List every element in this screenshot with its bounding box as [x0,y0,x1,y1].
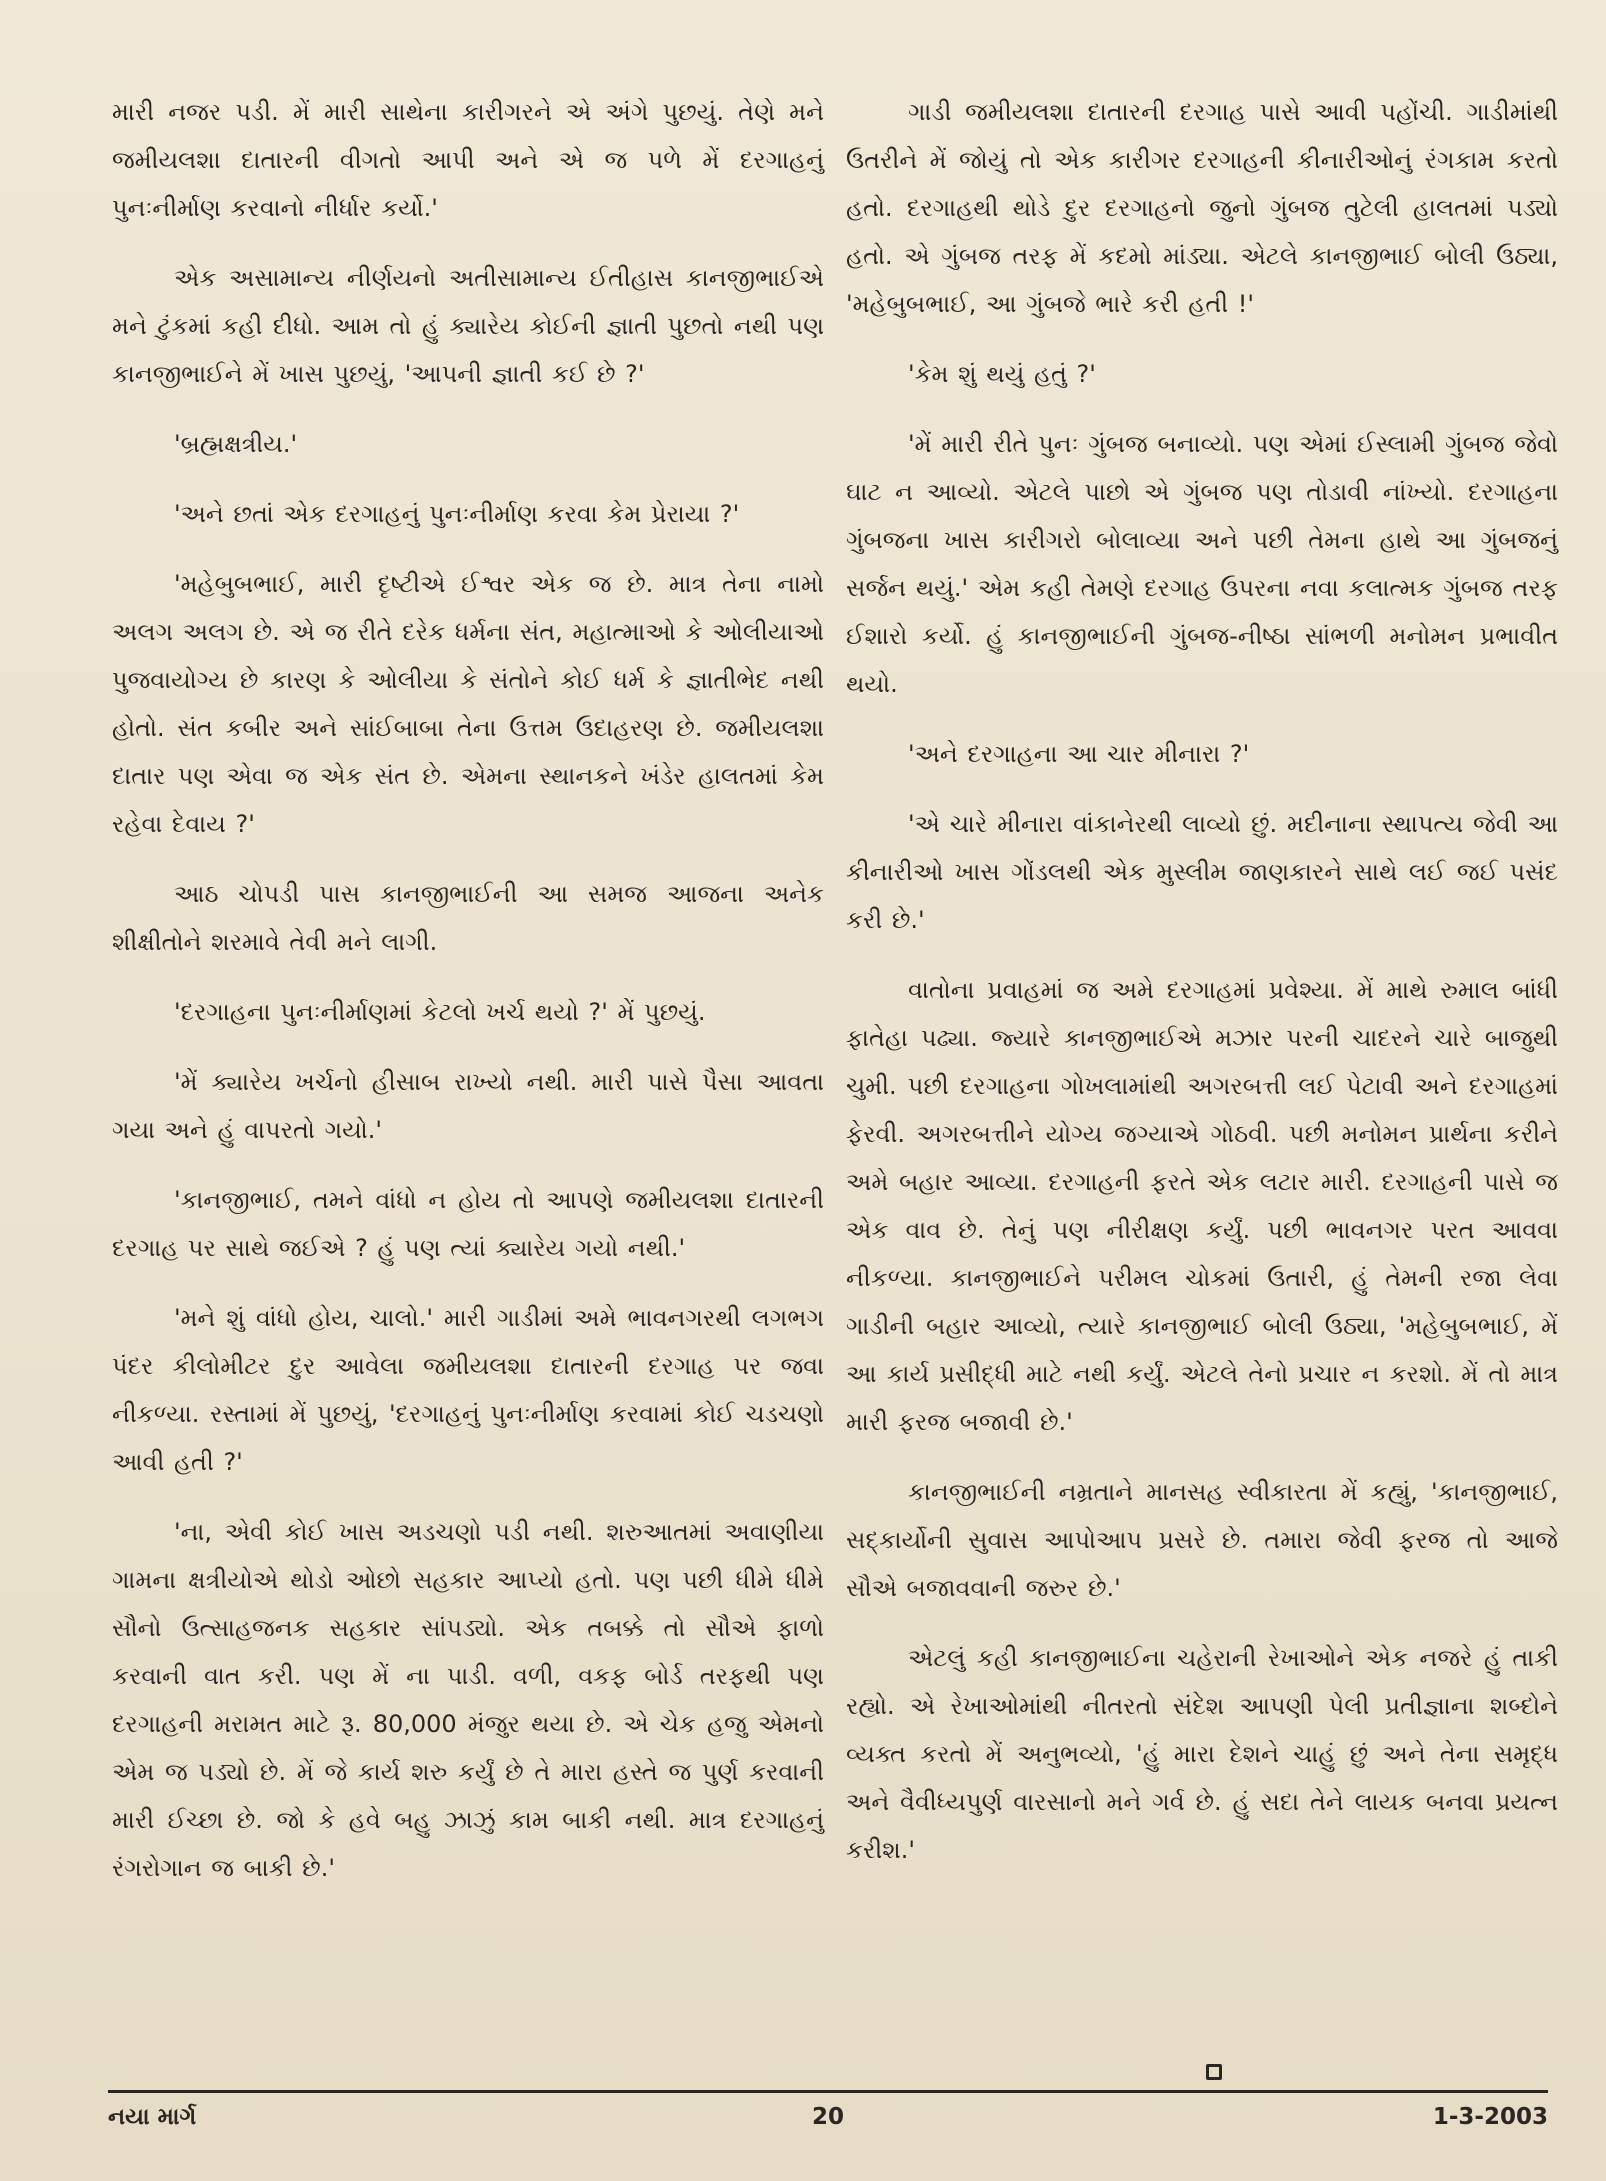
magazine-name: નયા માર્ગ [108,2104,197,2130]
paragraph: 'મને શું વાંધો હોય, ચાલો.' મારી ગાડીમાં અમે ભાવનગરથી લગભગ પંદર કીલોમીટર દુર આવેલા જમીયલશા દાતારની દરગાહ પર જવા નીકળ્યા. રસ્તામાં મેં પુછયું, 'દરગાહનું પુનઃનીર્માણ કરવામાં કોઈ ચડચણો આવી હતી ?' [112,1304,824,1476]
page-number: 20 [811,2104,845,2130]
end-of-article-mark [1206,2064,1222,2080]
paragraph: 'કેમ શું થયું હતું ?' [908,360,1096,388]
paragraph: આઠ ચોપડી પાસ કાનજીભાઈની આ સમજ આજના અનેક શીક્ષીતોને શરમાવે તેવી મને લાગી. [112,880,824,956]
right-column [846,88,1558,1896]
paragraph: 'મેં ક્યારેય ખર્ચનો હીસાબ રાખ્યો નથી. મારી પાસે પૈસા આવતા ગયા અને હું વાપરતો ગયો.' [112,1068,824,1144]
paragraph: 'મહેબુબભાઈ, મારી દૃષ્ટીએ ઈશ્વર એક જ છે. માત્ર તેના નામો અલગ અલગ છે. એ જ રીતે દરેક ધર્મના સંત, મહાત્માઓ કે ઓલીયાઓ પુજવાયોગ્ય છે કારણ કે ઓલીયા કે સંતોને કોઈ ધર્મ કે જ્ઞાતીભેદ નથી હોતો. સંત કબીર અને સાંઈબાબા તેના ઉત્તમ ઉદાહરણ છે. જમીયલશા દાતાર પણ એવા જ એક સંત છે. એમના સ્થાનકને ખંડેર હાલતમાં કેમ રહેવા દેવાય ?' [112,570,824,838]
paragraph: કાનજીભાઈની નમ્રતાને માનસહ સ્વીકારતા મેં કહ્યું, 'કાનજીભાઈ, સદ્કાર્યોની સુવાસ આપોઆપ પ્રસરે છે. તમારા જેવી ફરજ તો આજે સૌએ બજાવવાની જરુર છે.' [846,1478,1558,1602]
paragraph: 'અને દરગાહના આ ચાર મીનારા ?' [908,740,1250,768]
footer-rule [108,2090,1548,2093]
paragraph: ગાડી જમીયલશા દાતારની દરગાહ પાસે આવી પહોંચી. ગાડીમાંથી ઉતરીને મેં જોયું તો એક કારીગર દરગાહની કીનારીઓનું રંગકામ કરતો હતો. દરગાહથી થોડે દુર દરગાહનો જુનો ગુંબજ તુટેલી હાલતમાં પડ્યો હતો. એ ગુંબજ તરફ મેં કદમો માંડ્યા. એટલે કાનજીભાઈ બોલી ઉઠ્યા, 'મહેબુબભાઈ, આ ગુંબજે ભારે કરી હતી !' [846,98,1558,318]
paragraph: 'કાનજીભાઈ, તમને વાંધો ન હોય તો આપણે જમીયલશા દાતારની દરગાહ પર સાથે જઈએ ? હું પણ ત્યાં ક્યારેય ગયો નથી.' [112,1186,824,1262]
paragraph: મારી નજર પડી. મેં મારી સાથેના કારીગરને એ અંગે પુછયું. તેણે મને જમીયલશા દાતારની વીગતો આપી અને એ જ પળે મેં દરગાહનું પુનઃનીર્માણ કરવાનો નીર્ધાર કર્યો.' [112,98,824,222]
left-column [112,88,824,1914]
page-footer [108,2100,1548,2140]
paragraph: 'એ ચારે મીનારા વાંકાનેરથી લાવ્યો છું. મદીનાના સ્થાપત્ય જેવી આ કીનારીઓ ખાસ ગોંડલથી એક મુસ્લીમ જાણકારને સાથે લઈ જઈ પસંદ કરી છે.' [846,810,1558,934]
paragraph: 'ના, એવી કોઈ ખાસ અડચણો પડી નથી. શરુઆતમાં અવાણીયા ગામના ક્ષત્રીયોએ થોડો ઓછો સહકાર આપ્યો હતો. પણ પછી ધીમે ધીમે સૌનો ઉત્સાહજનક સહકાર સાંપડ્યો. એક તબક્કે તો સૌએ ફાળો કરવાની વાત કરી. પણ મેં ના પાડી. વળી, વકફ બોર્ડ તરફથી પણ દરગાહની મરામત માટે રૂ. 80,000 મંજુર થયા છે. એ ચેક હજુ એમનો એમ જ પડ્યો છે. મેં જે કાર્ય શરુ કર્યું છે તે મારા હસ્તે જ પુર્ણ કરવાની મારી ઈચ્છા છે. જો કે હવે બહુ ઝાઝું કામ બાકી નથી. માત્ર દરગાહનું રંગરોગાન જ બાકી છે.' [112,1518,824,1882]
paragraph: 'દરગાહના પુનઃનીર્માણમાં કેટલો ખર્ચ થયો ?' મેં પુછયું. [174,998,706,1026]
paragraph: 'બ્રહ્મક્ષત્રીય.' [174,430,298,458]
paragraph: એટલું કહી કાનજીભાઈના ચહેરાની રેખાઓને એક નજરે હું તાકી રહ્યો. એ રેખાઓમાંથી નીતરતો સંદેશ આપણી પેલી પ્રતીજ્ઞાના શબ્દોને વ્યક્ત કરતો મેં અનુભવ્યો, 'હું મારા દેશને ચાહું છું અને તેના સમૃદ્ધ અને વૈવીધ્યપુર્ણ વારસાનો મને ગર્વ છે. હું સદા તેને લાયક બનવા પ્રયત્ન કરીશ.' [846,1644,1558,1864]
paragraph: 'મેં મારી રીતે પુનઃ ગુંબજ બનાવ્યો. પણ એમાં ઈસ્લામી ગુંબજ જેવો ઘાટ ન આવ્યો. એટલે પાછો એ ગુંબજ પણ તોડાવી નાંખ્યો. દરગાહના ગુંબજના ખાસ કારીગરો બોલાવ્યા અને પછી તેમના હાથે આ ગુંબજનું સર્જન થયું.' એમ કહી તેમણે દરગાહ ઉપરના નવા કલાત્મક ગુંબજ તરફ ઈશારો કર્યો. હું કાનજીભાઈની ગુંબજ-નીષ્ઠા સાંભળી મનોમન પ્રભાવીત થયો. [846,430,1558,698]
paragraph: 'અને છતાં એક દરગાહનું પુનઃનીર્માણ કરવા કેમ પ્રેરાયા ?' [174,500,740,528]
issue-date: 1-3-2003 [1432,2104,1548,2130]
paragraph: એક અસામાન્ય નીર્ણયનો અતીસામાન્ય ઈતીહાસ કાનજીભાઈએ મને ટુંકમાં કહી દીધો. આમ તો હું ક્યારેય કોઈની જ્ઞાતી પુછતો નથી પણ કાનજીભાઈને મેં ખાસ પુછયું, 'આપની જ્ઞાતી કઈ છે ?' [112,264,824,388]
paragraph: વાતોના પ્રવાહમાં જ અમે દરગાહમાં પ્રવેશ્યા. મેં માથે રુમાલ બાંધી ફાતેહા પઢ્યા. જ્યારે કાનજીભાઈએ મઝાર પરની ચાદરને ચારે બાજુથી ચુમી. પછી દરગાહના ગોખલામાંથી અગરબત્તી લઈ પેટાવી અને દરગાહમાં ફેરવી. અગરબત્તીને યોગ્ય જગ્યાએ ગોઠવી. પછી મનોમન પ્રાર્થના કરીને અમે બહાર આવ્યા. દરગાહની ફરતે એક લટાર મારી. દરગાહની પાસે જ એક વાવ છે. તેનું પણ નીરીક્ષણ કર્યું. પછી ભાવનગર પરત આવવા નીકળ્યા. કાનજીભાઈને પરીમલ ચોકમાં ઉતારી, હું તેમની રજા લેવા ગાડીની બહાર આવ્યો, ત્યારે કાનજીભાઈ બોલી ઉઠ્યા, 'મહેબુબભાઈ, મેં આ કાર્ય પ્રસીદ્ધી માટે નથી કર્યું. એટલે તેનો પ્રચાર ન કરશો. મેં તો માત્ર મારી ફરજ બજાવી છે.' [846,976,1558,1436]
